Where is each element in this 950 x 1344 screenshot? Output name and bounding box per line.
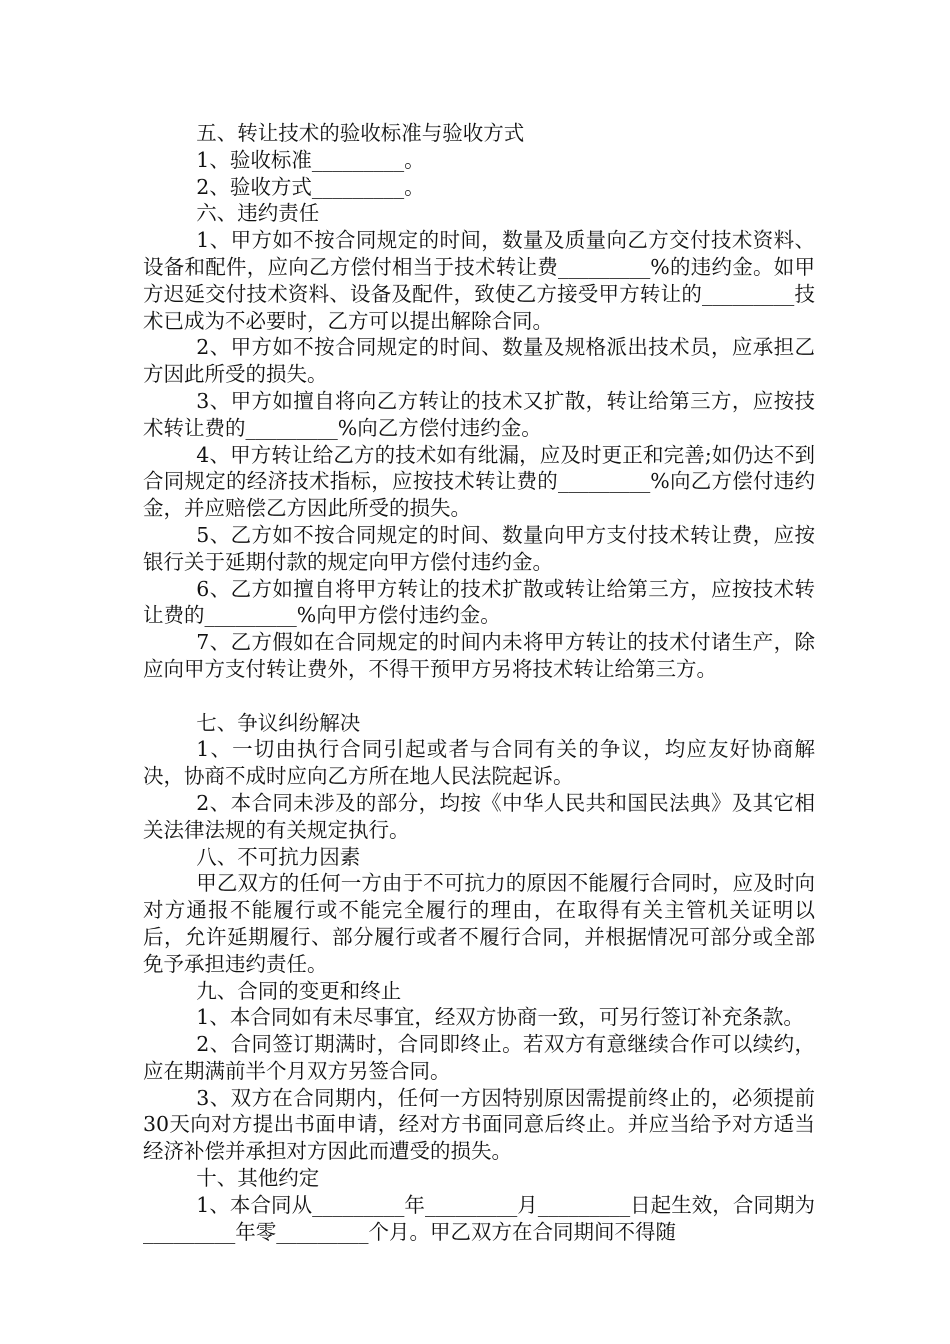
document-body xyxy=(143,120,815,1245)
clause-change-3: 3、双方在合同期内，任何一方因特别原因需提前终止的，必须提前30天向对方提出书面申请，经对方书面同意后终止。并应当给予对方适当经济补偿并承担对方因此而遭受的损失。 xyxy=(143,1085,815,1164)
section-heading-change-termination: 九、合同的变更和终止 xyxy=(196,978,402,1003)
clause-liability-2: 2、甲方如不按合同规定的时间、数量及规格派出技术员，应承担乙方因此所受的损失。 xyxy=(143,335,815,387)
clause-change-1: 1、本合同如有未尽事宜，经双方协商一致，可另行签订补充条款。 xyxy=(196,1005,804,1030)
clause-liability-7: 7、乙方假如在合同规定的时间内未将甲方转让的技术付诸生产，除应向甲方支付转让费外，不得干预甲方另将技术转让给第三方。 xyxy=(143,630,815,681)
section-heading-other: 十、其他约定 xyxy=(196,1166,320,1191)
clause-change-2: 2、合同签订期满时，合同即终止。若双方有意继续合作可以续约，应在期满前半个月双方另签合同。 xyxy=(143,1032,815,1083)
section-heading-acceptance: 五、转让技术的验收标准与验收方式 xyxy=(196,121,525,145)
clause-liability-6: 6、乙方如擅自将甲方转让的技术扩散或转让给第三方，应按技术转让费的_________%向甲方偿付违约金。 xyxy=(143,576,815,628)
clause-dispute-2: 2、本合同未涉及的部分，均按《中华人民共和国民法典》及其它相关法律法规的有关规定执行。 xyxy=(143,790,815,842)
clause-dispute-1: 1、一切由执行合同引起或者与合同有关的争议，均应友好协商解决，协商不成时应向乙方所在地人民法院起诉。 xyxy=(143,737,815,789)
clause-force-majeure: 甲乙双方的任何一方由于不可抗力的原因不能履行合同时，应及时向对方通报不能履行或不能完全履行的理由，在取得有关主管机关证明以后，允许延期履行、部分履行或者不履行合同，并根据情况可部分或全部免予承担违约责任。 xyxy=(143,871,815,976)
clause-liability-1: 1、甲方如不按合同规定的时间，数量及质量向乙方交付技术资料、设备和配件，应向乙方偿付相当于技术转让费_________%的违约金。如甲方迟延交付技术资料、设备及配件，致使乙方接受甲方转让的_________技术已成为不必要时，乙方可以提出解除合同。 xyxy=(143,228,815,333)
clause-other-1: 1、本合同从_________年_________月_________日起生效，合同期为_________年零_________个月。甲乙双方在合同期间不得随 xyxy=(143,1192,815,1244)
clause-liability-5: 5、乙方如不按合同规定的时间、数量向甲方支付技术转让费，应按银行关于延期付款的规定向甲方偿付违约金。 xyxy=(143,522,815,574)
clause-liability-4: 4、甲方转让给乙方的技术如有纰漏，应及时更正和完善;如仍达不到合同规定的经济技术指标，应按技术转让费的_________%向乙方偿付违约金，并应赔偿乙方因此所受的损失。 xyxy=(143,442,815,521)
clause-acceptance-method: 2、验收方式_________。 xyxy=(196,174,425,199)
clause-acceptance-standard: 1、验收标准_________。 xyxy=(196,147,425,172)
section-heading-dispute: 七、争议纠纷解决 xyxy=(196,710,361,735)
blank-line xyxy=(143,683,815,710)
clause-liability-3: 3、甲方如擅自将向乙方转让的技术又扩散，转让给第三方，应按技术转让费的_________%向乙方偿付违约金。 xyxy=(143,388,815,440)
section-heading-force-majeure: 八、不可抗力因素 xyxy=(196,844,361,869)
section-heading-liability: 六、违约责任 xyxy=(196,201,320,226)
